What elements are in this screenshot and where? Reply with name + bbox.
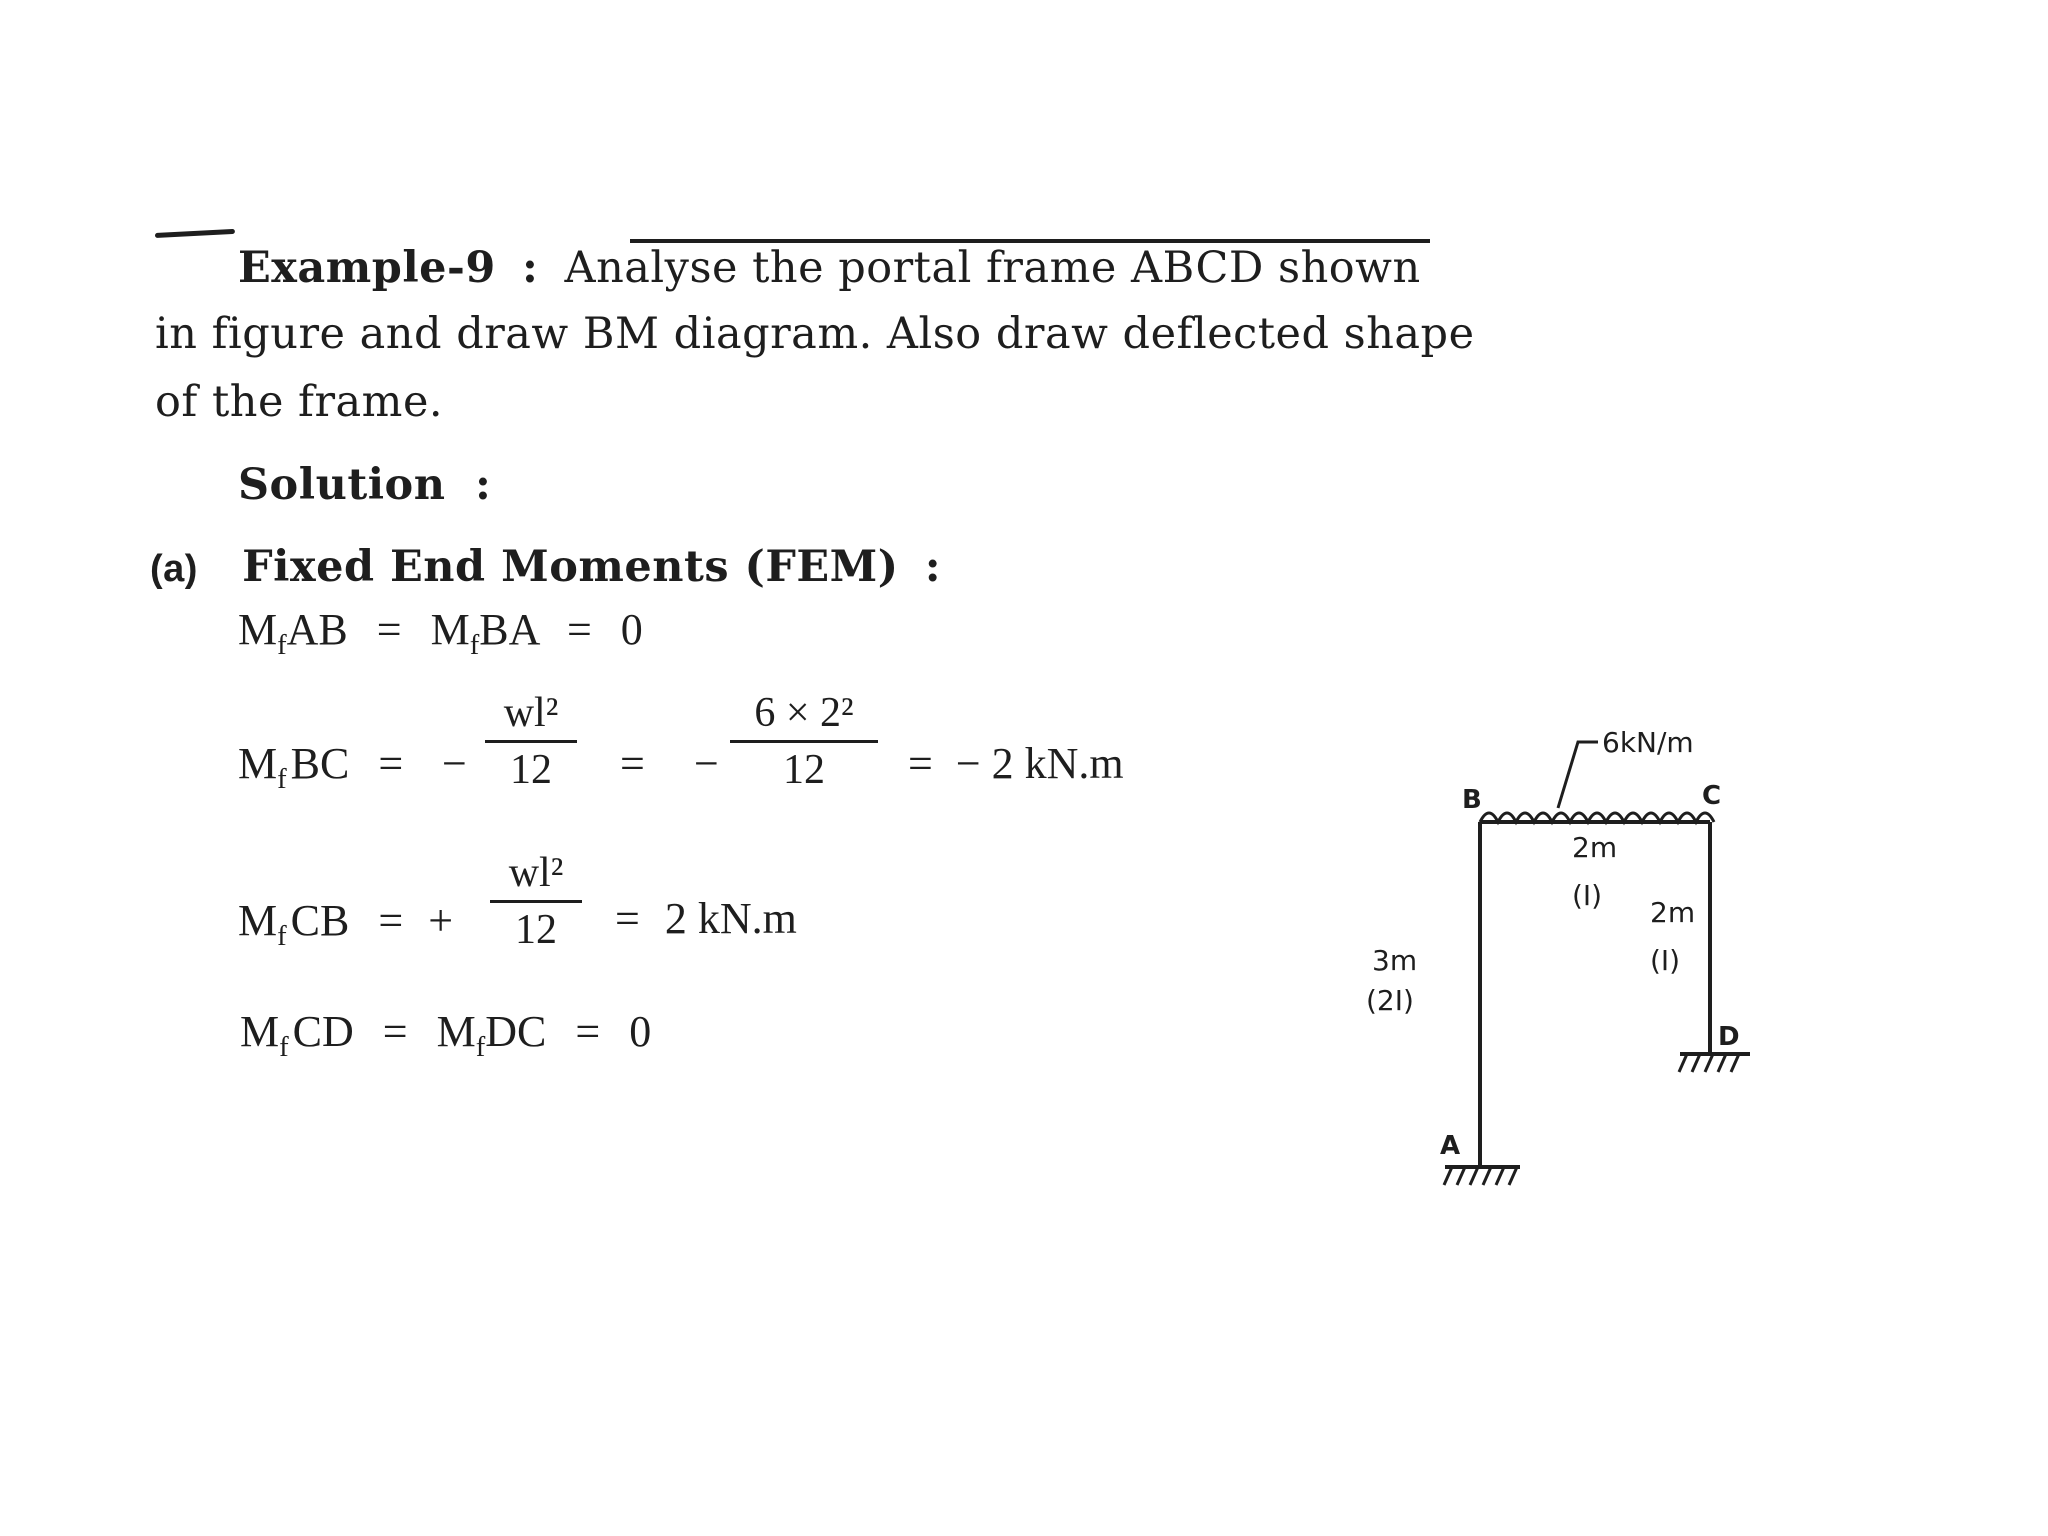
col-ab-length-label: 3m	[1372, 944, 1418, 977]
node-b-label: B	[1462, 785, 1482, 815]
eq-cb-m: M	[238, 896, 278, 945]
eq-cd-sub: f	[279, 1031, 289, 1063]
eq-cd-equals-2: =	[575, 1007, 601, 1056]
eq-cd-m: M	[240, 1007, 280, 1056]
eq-ab-value: 0	[620, 605, 643, 654]
eq-bc-bar-2	[730, 740, 878, 743]
eq-cd-value: 0	[629, 1007, 652, 1056]
eq-cb-name: CB	[290, 896, 350, 945]
equation-ab-ba	[238, 604, 643, 662]
eq-bc-equals: =	[378, 739, 404, 788]
eq-bc-fraction-1	[485, 690, 577, 793]
eq-dc-sub: f	[475, 1031, 486, 1063]
equation-cb-lhs	[238, 895, 453, 953]
node-d-label: D	[1718, 1022, 1740, 1052]
beam-length-label: 2m	[1572, 831, 1618, 864]
equation-cd-dc	[240, 1006, 651, 1064]
solution-heading	[238, 460, 491, 510]
eq-cb-sign: +	[428, 896, 454, 945]
eq-cb-sub: f	[277, 920, 287, 952]
eq-ab-name: AB	[286, 605, 348, 654]
eq-bc-fraction-2	[730, 690, 878, 793]
eq-ab-equals-1: =	[376, 605, 402, 654]
example-text-1: Analyse the portal frame ABCD shown	[564, 243, 1421, 293]
load-leader-line	[1558, 742, 1598, 808]
eq-bc-bar-1	[485, 740, 577, 743]
support-d-hatch-icon	[1679, 1054, 1739, 1072]
eq-bc-den-1: 12	[510, 747, 552, 793]
eq-bc-num-2: 6 × 2²	[754, 690, 854, 736]
example-line-1	[238, 243, 1421, 293]
col-cd-length-label: 2m	[1650, 896, 1696, 929]
eq-ba-m: M	[430, 605, 470, 654]
node-c-label: C	[1702, 781, 1722, 811]
section-a-title: Fixed End Moments (FEM)	[242, 542, 899, 592]
eq-bc-num-1: wl²	[503, 690, 559, 736]
eq-bc-equals-3: =	[908, 739, 933, 788]
eq-cb-num: wl²	[508, 850, 564, 896]
eq-bc-m: M	[238, 739, 278, 788]
example-separator: :	[521, 243, 539, 293]
solution-colon: :	[474, 460, 492, 510]
eq-dc-name: DC	[485, 1007, 547, 1056]
eq-cb-den: 12	[515, 907, 557, 953]
eq-cb-equals: =	[378, 896, 404, 945]
beam-inertia-label: (I)	[1572, 879, 1603, 912]
eq-ab-sub: f	[277, 629, 287, 661]
eq-cb-fraction	[490, 850, 582, 953]
eq-bc-den-2: 12	[783, 747, 825, 793]
solution-title: Solution	[238, 460, 446, 510]
eq-cd-name: CD	[292, 1007, 354, 1056]
section-a-marker: (a)	[150, 548, 198, 590]
eq-cb-equals-2: =	[615, 894, 640, 943]
eq-ab-m: M	[238, 605, 278, 654]
eq-bc-sub: f	[277, 763, 287, 795]
eq-cb-result	[615, 893, 797, 944]
eq-cb-bar	[490, 900, 582, 903]
eq-cb-result-value: 2 kN.m	[664, 894, 797, 943]
eq-ab-equals-2: =	[566, 605, 592, 654]
top-rule-left	[155, 229, 235, 238]
col-ab-inertia-label: (2I)	[1366, 984, 1414, 1017]
load-label: 6kN/m	[1602, 726, 1694, 759]
col-cd-inertia-label: (I)	[1650, 944, 1681, 977]
example-label: Example-9	[238, 243, 496, 293]
eq-ba-name: BA	[479, 605, 538, 654]
section-a-colon: :	[924, 542, 942, 592]
eq-bc-equals-2: =	[620, 739, 645, 788]
equation-bc-lhs	[238, 738, 403, 796]
eq-ba-sub: f	[469, 629, 480, 661]
eq-dc-m: M	[436, 1007, 476, 1056]
eq-bc-sign-2: −	[694, 739, 719, 788]
node-a-label: A	[1440, 1131, 1461, 1161]
eq-bc-result-value: − 2 kN.m	[955, 739, 1124, 788]
eq-bc-result	[908, 738, 1124, 789]
section-a-heading	[150, 542, 941, 592]
eq-cd-equals-1: =	[382, 1007, 408, 1056]
example-line-2: in figure and draw BM diagram. Also draw deflected shape	[155, 309, 1475, 359]
example-line-3: of the frame.	[155, 377, 444, 427]
eq-bc-name: BC	[290, 739, 350, 788]
eq-bc-sign: −	[442, 739, 467, 788]
portal-frame-diagram	[1330, 700, 1790, 1220]
support-a-hatch-icon	[1444, 1167, 1517, 1185]
